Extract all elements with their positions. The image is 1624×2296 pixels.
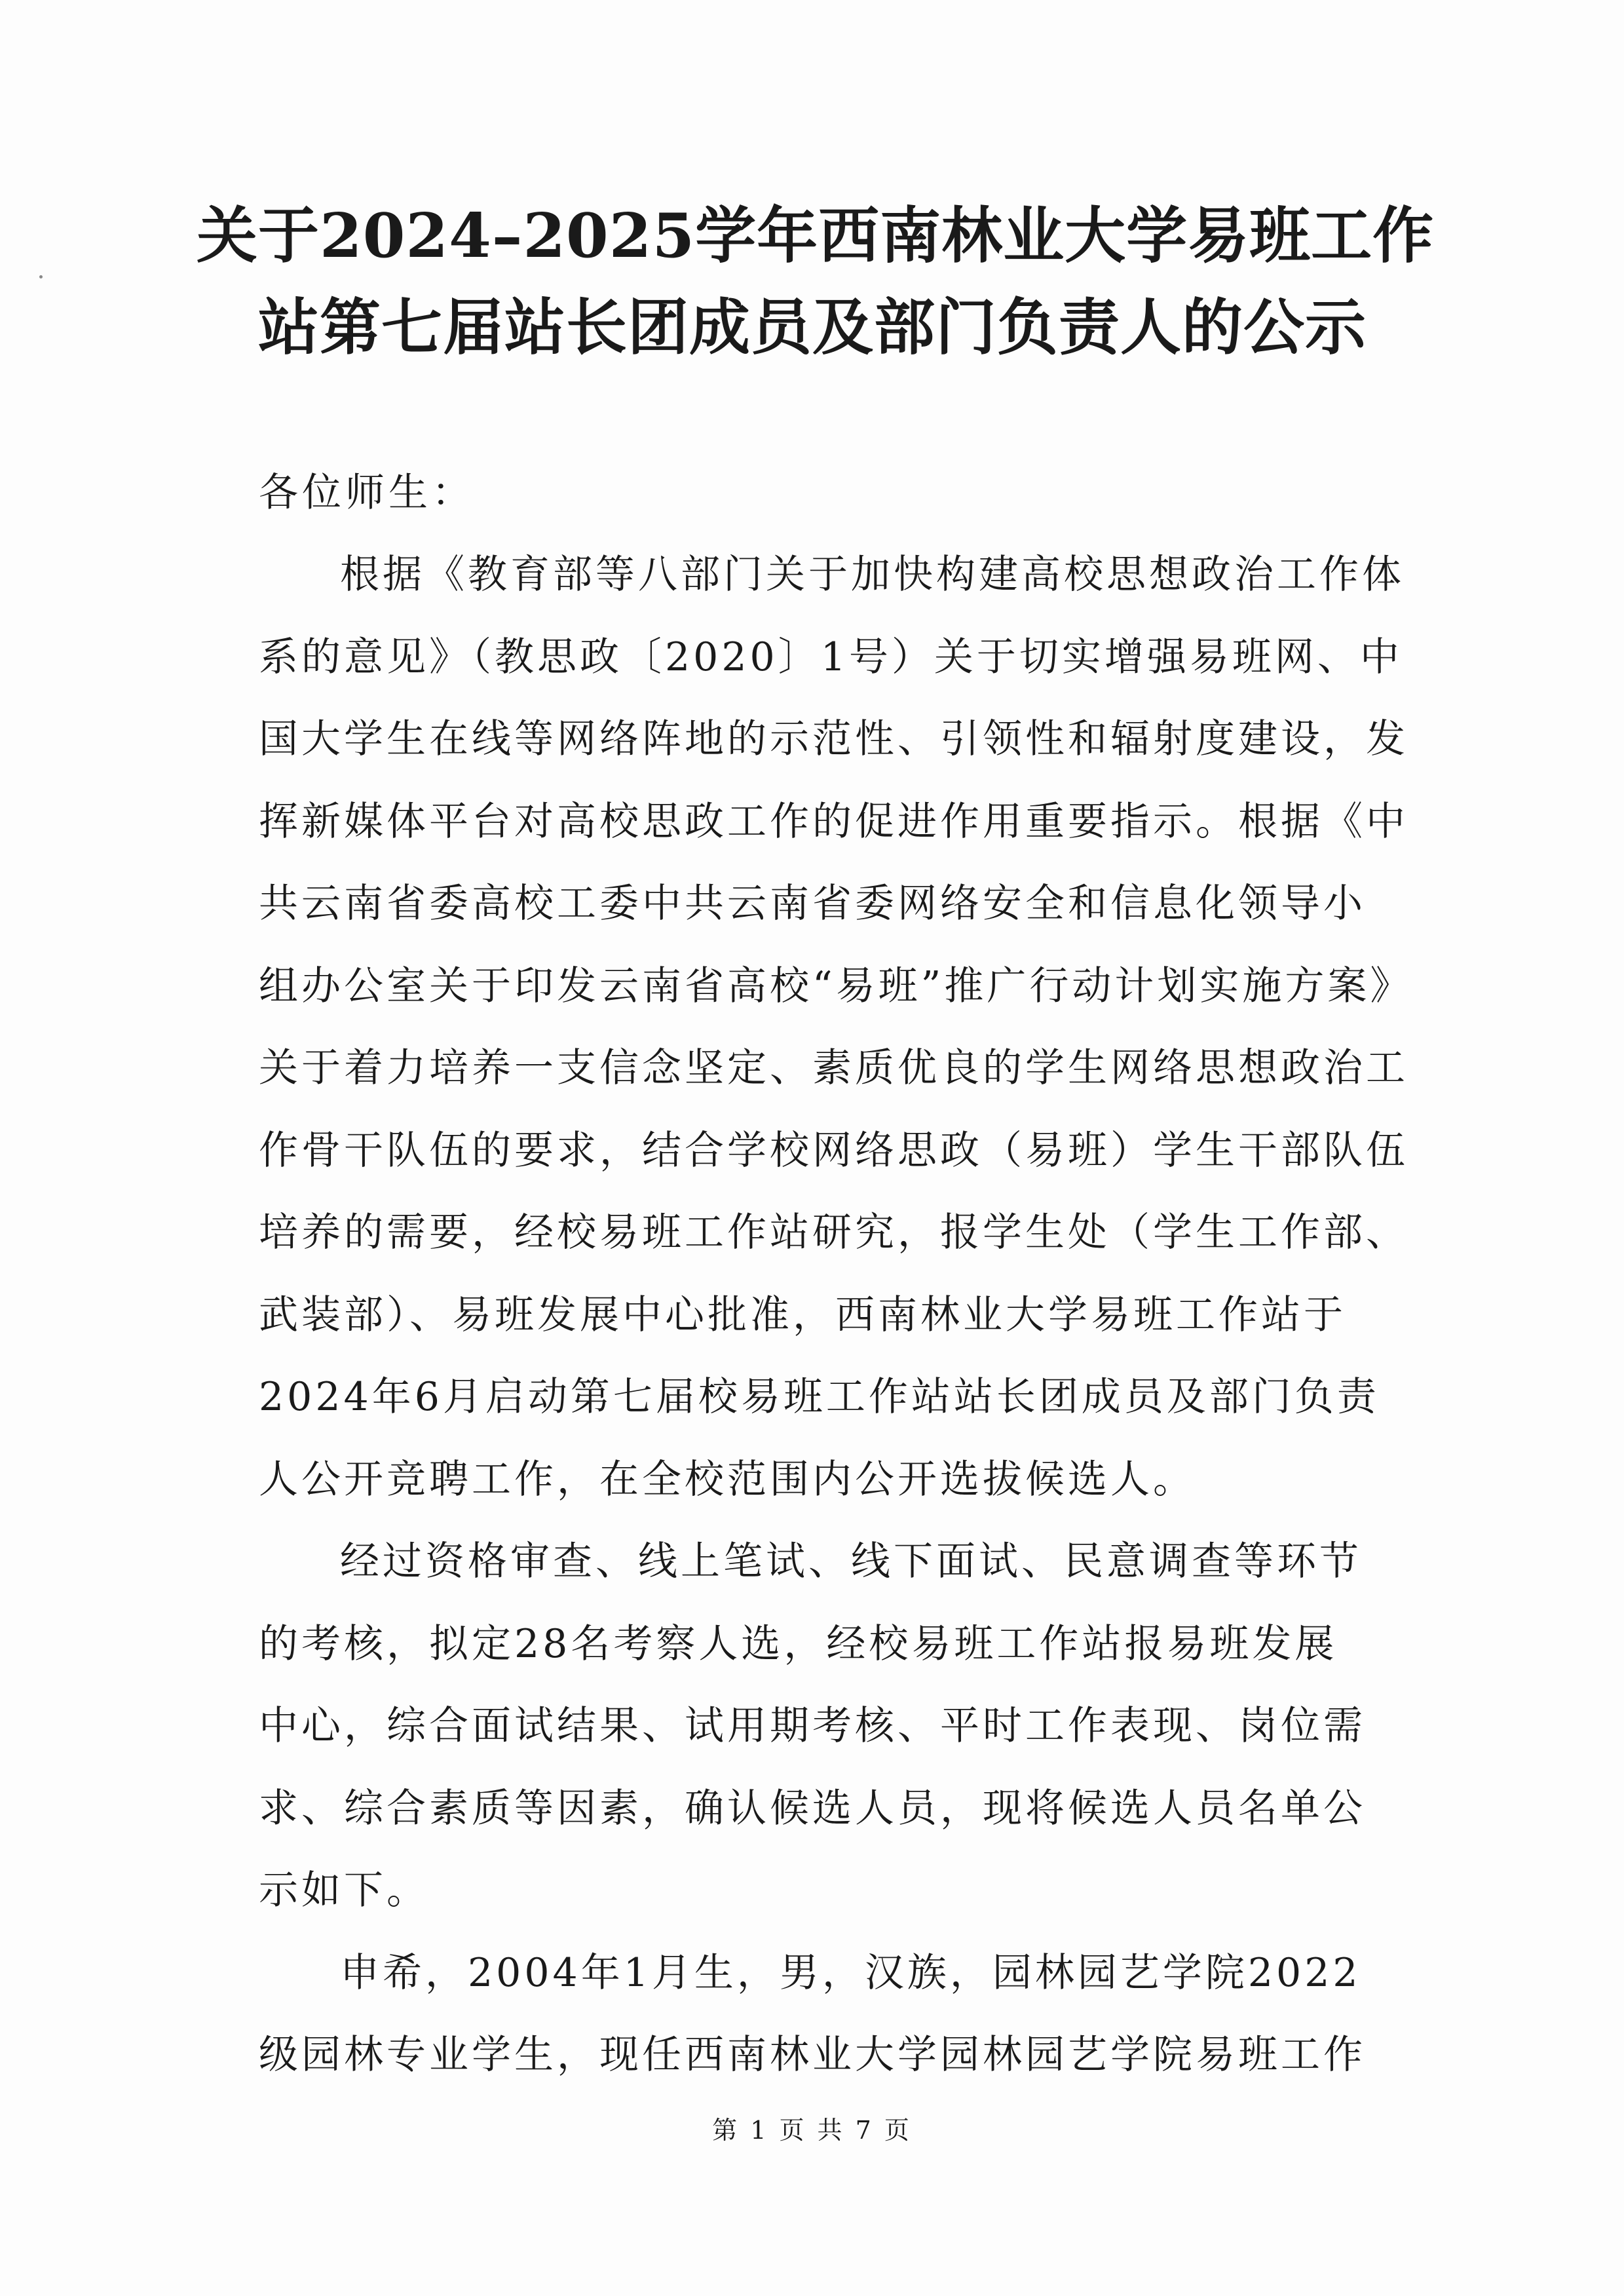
body-line: 级园林专业学生，现任西南林业大学园林园艺学院易班工作	[259, 2032, 1366, 2078]
body-line: 人公开竞聘工作，在全校范围内公开选拔候选人。	[259, 1456, 1196, 1502]
body-line: 作骨干队伍的要求，结合学校网络思政（易班）学生干部队伍	[259, 1127, 1408, 1174]
document-body	[259, 534, 1413, 2097]
body-line: 申希，2004年1月生，男，汉族，园林园艺学院2022	[340, 1949, 1361, 1996]
document-title	[197, 190, 1435, 373]
title-line-2: 站第七届站长团成员及部门负责人的公示	[258, 292, 1367, 363]
body-line: 关于着力培养一支信念坚定、素质优良的学生网络思想政治工	[259, 1045, 1408, 1091]
body-line: 中心，综合面试结果、试用期考核、平时工作表现、岗位需	[259, 1703, 1366, 1749]
body-line: 培养的需要，经校易班工作站研究，报学生处（学生工作部、	[259, 1210, 1408, 1255]
body-line: 求、综合素质等因素，确认候选人员，现将候选人员名单公	[259, 1785, 1366, 1831]
body-line: 组办公室关于印发云南省高校“易班”推广行动计划实施方案》	[259, 963, 1413, 1009]
body-line: 示如下。	[259, 1867, 429, 1913]
body-line: 挥新媒体平台对高校思政工作的促进作用重要指示。根据《中	[259, 798, 1408, 845]
body-line: 共云南省委高校工委中共云南省委网络安全和信息化领导小	[259, 881, 1366, 927]
title-line-1: 关于2024–2025学年西南林业大学易班工作	[197, 200, 1435, 271]
body-line: 根据《教育部等八部门关于加快构建高校思想政治工作体	[340, 552, 1405, 598]
body-line: 武装部）、易班发展中心批准，西南林业大学易班工作站于	[259, 1292, 1346, 1338]
scan-speck	[39, 275, 43, 278]
salutation: 各位师生：	[259, 470, 475, 516]
page-number-footer: 第 1 页 共 7 页	[712, 2116, 912, 2145]
body-line: 经过资格审查、线上笔试、线下面试、民意调查等环节	[340, 1539, 1362, 1584]
body-line: 系的意见》（教思政〔2020〕1号）关于切实增强易班网、中	[259, 634, 1403, 680]
body-line: 的考核，拟定28名考察人选，经校易班工作站报易班发展	[259, 1620, 1338, 1667]
body-line: 国大学生在线等网络阵地的示范性、引领性和辐射度建设，发	[259, 716, 1408, 762]
body-line: 2024年6月启动第七届校易班工作站站长团成员及部门负责	[259, 1374, 1380, 1420]
